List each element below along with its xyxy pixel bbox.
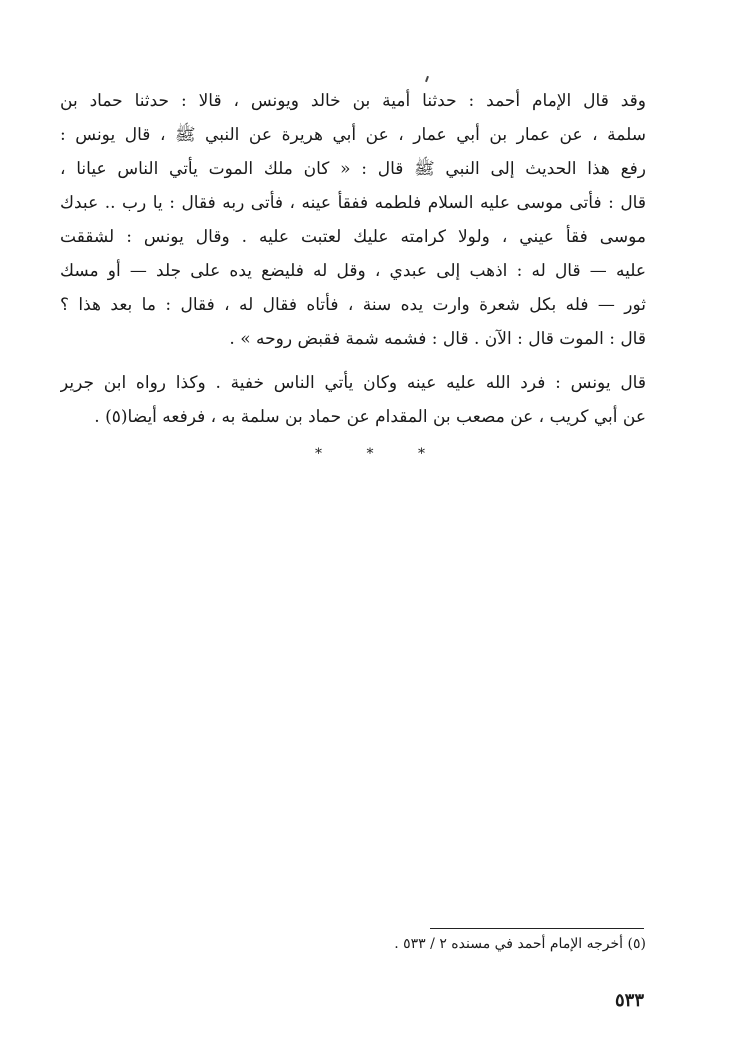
- text-line: عليه — قال له : اذهب إلى عبدي ، وقل له فليضع يده على جلد — أو مسك: [60, 261, 646, 281]
- text-line: موسى فقأ عيني ، ولولا كرامته عليك لعتبت عليه . وقال يونس : لشققت: [60, 227, 646, 247]
- page-number: ٥٣٣: [614, 990, 644, 1011]
- main-text: [60, 84, 646, 434]
- text-line: ثور — فله بكل شعرة وارت يده سنة ، فأتاه فقال له ، فقال : ما بعد هذا ؟: [60, 295, 646, 315]
- text-line: قال : فأتى موسى عليه السلام فلطمه ففقأ عينه ، فأتى ربه فقال : يا رب .. عبدك: [60, 193, 646, 213]
- text-line: رفع هذا الحديث إلى النبي ﷺ قال : « كان ملك الموت يأتي الناس عيانا ،: [60, 159, 646, 179]
- text-line: قال يونس : فرد الله عليه عينه وكان يأتي الناس خفية . وكذا رواه ابن جرير: [60, 373, 646, 393]
- section-separator: * * *: [315, 446, 445, 462]
- paragraph-1: [60, 84, 646, 356]
- footnote: (٥) أخرجه الإمام أحمد في مسنده ٢ / ٥٣٣ .: [394, 936, 646, 952]
- paragraph-spacer: [60, 356, 646, 366]
- ink-speck: [425, 76, 429, 82]
- text-line: سلمة ، عن عمار بن أبي عمار ، عن أبي هريرة عن النبي ﷺ ، قال يونس :: [60, 125, 646, 145]
- text-line: قال : الموت قال : الآن . قال : فشمه شمة فقبض روحه » .: [229, 329, 646, 349]
- paragraph-2: [60, 366, 646, 434]
- text-line: وقد قال الإمام أحمد : حدثنا أمية بن خالد ويونس ، قالا : حدثنا حماد بن: [60, 91, 646, 111]
- footnote-divider: [430, 928, 644, 929]
- text-line: عن أبي كريب ، عن مصعب بن المقدام عن حماد بن سلمة به ، فرفعه أيضا(٥) .: [94, 407, 646, 427]
